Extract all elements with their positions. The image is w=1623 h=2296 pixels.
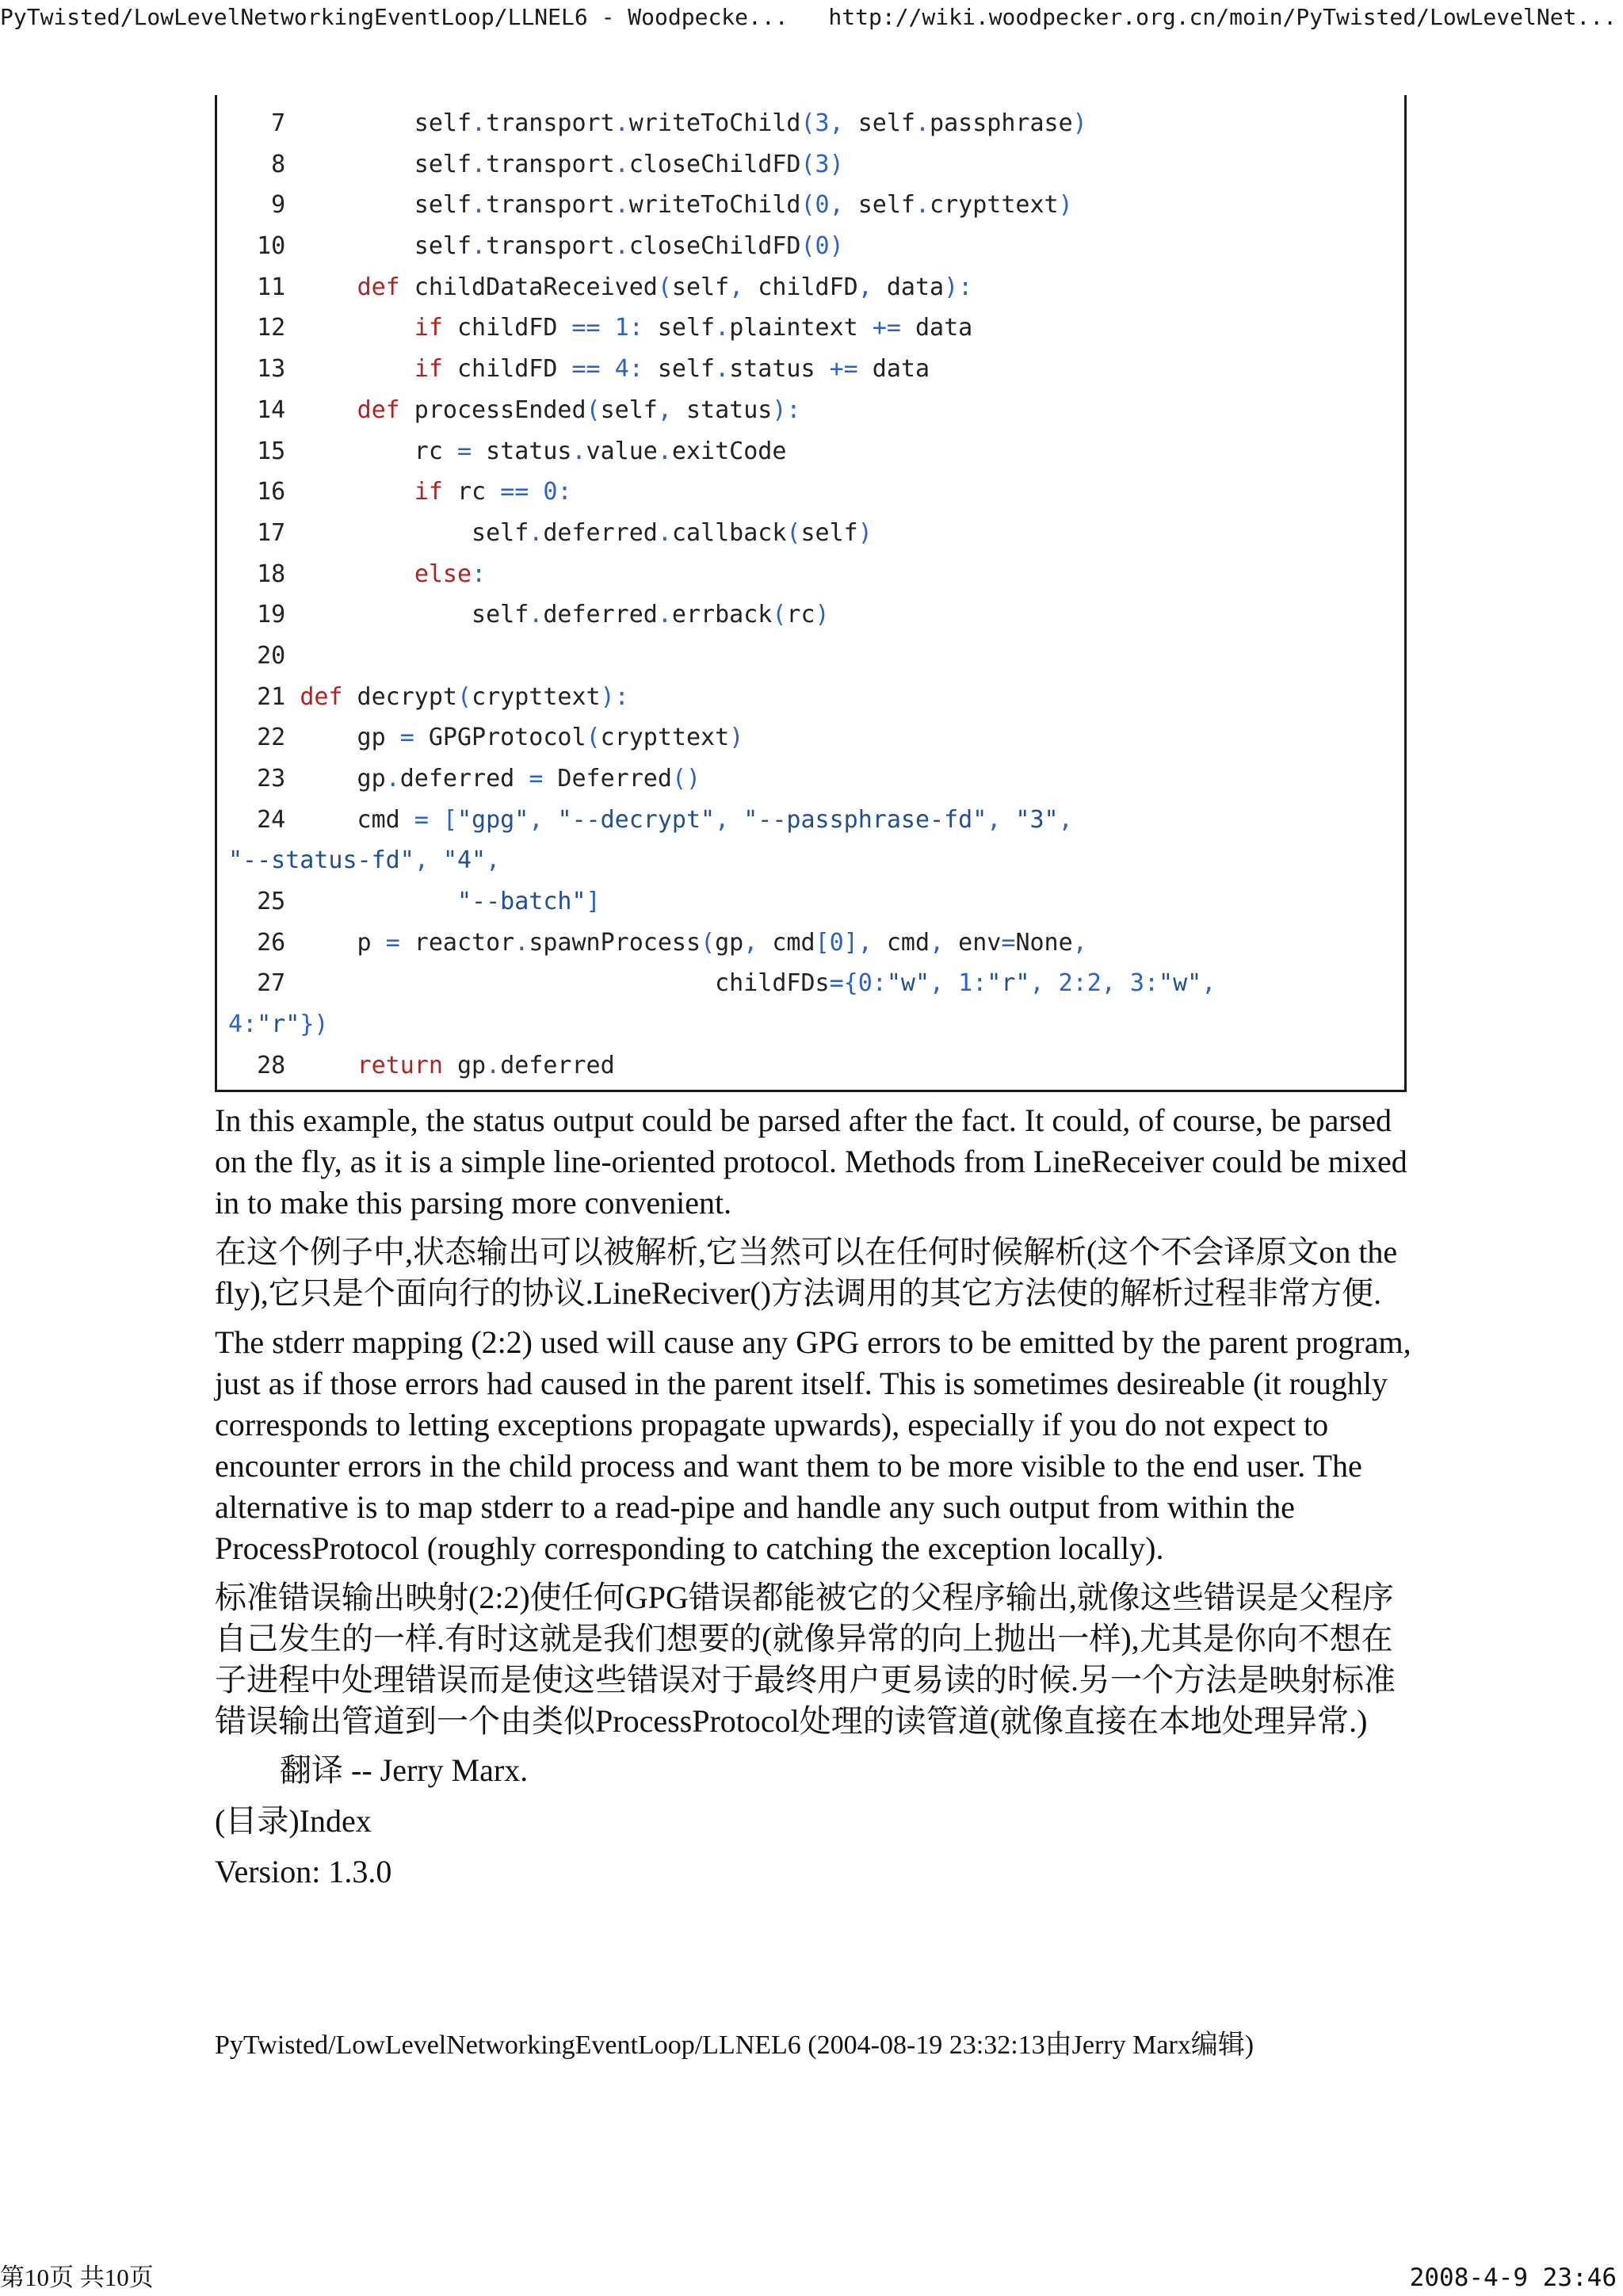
print-footer bbox=[0, 2260, 1623, 2296]
code-line: 7 self.transport.writeToChild(3, self.passphrase) bbox=[228, 109, 1087, 137]
edit-info: PyTwisted/LowLevelNetworkingEventLoop/LLNEL6 (2004-08-19 23:32:13由Jerry Marx编辑) bbox=[215, 2030, 1254, 2060]
code-line: 26 p = reactor.spawnProcess(gp, cmd[0], cmd, env=None, bbox=[228, 928, 1087, 957]
code-line: 13 if childFD == 4: self.status += data bbox=[228, 355, 930, 384]
code-line: 21 def decrypt(crypttext): bbox=[228, 682, 629, 711]
page-number: 第10页 共10页 bbox=[0, 2264, 154, 2291]
code-line: 22 gp = GPGProtocol(crypttext) bbox=[228, 724, 744, 752]
code-block bbox=[215, 95, 1407, 1092]
code-line: 27 childFDs={0:"w", 1:"r", 2:2, 3:"w", bbox=[228, 969, 1216, 998]
code-line: "--status-fd", "4", bbox=[228, 846, 501, 875]
paragraph-1-english: In this example, the status output could be parsed after the fact. It could, of course, be parsed on the fly, as it is a simple line-oriented protocol. Methods from LineReceiver could be mixed in to make this parsing more convenient. bbox=[215, 1102, 1407, 1221]
page-title: PyTwisted/LowLevelNetworkingEventLoop/LLNEL6 - Woodpecke... bbox=[0, 4, 789, 30]
code-line: 16 if rc == 0: bbox=[228, 478, 572, 506]
code-line: 10 self.transport.closeChildFD(0) bbox=[228, 232, 844, 261]
code-line: 8 self.transport.closeChildFD(3) bbox=[228, 150, 844, 178]
print-header bbox=[0, 0, 1623, 35]
code-line: 20 bbox=[228, 641, 300, 670]
code-line: 11 def childDataReceived(self, childFD, data): bbox=[228, 273, 973, 301]
code-line: 17 self.deferred.callback(self) bbox=[228, 518, 873, 547]
article-body bbox=[215, 1100, 1413, 1902]
code-line: 18 else: bbox=[228, 560, 487, 588]
print-datetime: 2008-4-9 23:46 bbox=[1409, 2264, 1617, 2292]
version-label: Version: 1.3.0 bbox=[215, 1854, 392, 1889]
paragraph-2-english: The stderr mapping (2:2) used will cause any GPG errors to be emitted by the parent program, just as if those errors had caused in the parent itself. This is sometimes desireable (it roughly corresponds to letting exceptions propagate upwards), especially if you do not expect to encounter errors in the child process and want them to be more visible to the end user. The alternative is to map stderr to a read-pipe and handle any such output from within the ProcessProtocol (roughly corresponding to catching the exception locally). bbox=[215, 1324, 1411, 1566]
code-line: 24 cmd = ["gpg", "--decrypt", "--passphrase-fd", "3", bbox=[228, 805, 1073, 834]
code-line: 12 if childFD == 1: self.plaintext += data bbox=[228, 314, 973, 342]
code-line: 14 def processEnded(self, status): bbox=[228, 395, 801, 424]
paragraph-2-chinese: 标准错误输出映射(2:2)使任何GPG错误都能被它的父程序输出,就像这些错误是父程序自己发生的一样.有时这就是我们想要的(就像异常的向上抛出一样),尤其是你向不想在子进程中处理错误而是使这些错误对于最终用户更易读的时候.另一个方法是映射标准错误输出管道到一个由类似ProcessProtocol处理的读管道(就像直接在本地处理异常.) bbox=[215, 1580, 1396, 1739]
code-line: 28 return gp.deferred bbox=[228, 1051, 615, 1079]
code-line: 9 self.transport.writeToChild(0, self.crypttext) bbox=[228, 191, 1073, 220]
code-line: 15 rc = status.value.exitCode bbox=[228, 437, 787, 465]
index-link[interactable]: (目录)Index bbox=[215, 1803, 372, 1839]
code-line: 4:"r"}) bbox=[228, 1010, 329, 1039]
page-url: http://wiki.woodpecker.org.cn/moin/PyTwisted/LowLevelNet... bbox=[828, 4, 1617, 30]
translator-credit: 翻译 -- Jerry Marx. bbox=[280, 1752, 529, 1788]
code-lines bbox=[228, 103, 1401, 1087]
code-line: 25 "--batch"] bbox=[228, 888, 601, 916]
code-line: 23 gp.deferred = Deferred() bbox=[228, 765, 701, 793]
code-line: 19 self.deferred.errback(rc) bbox=[228, 601, 830, 629]
paragraph-1-chinese: 在这个例子中,状态输出可以被解析,它当然可以在任何时候解析(这个不会译原文on the fly),它只是个面向行的协议.LineReciver()方法调用的其它方法使的解析过程非常方便. bbox=[215, 1234, 1398, 1311]
